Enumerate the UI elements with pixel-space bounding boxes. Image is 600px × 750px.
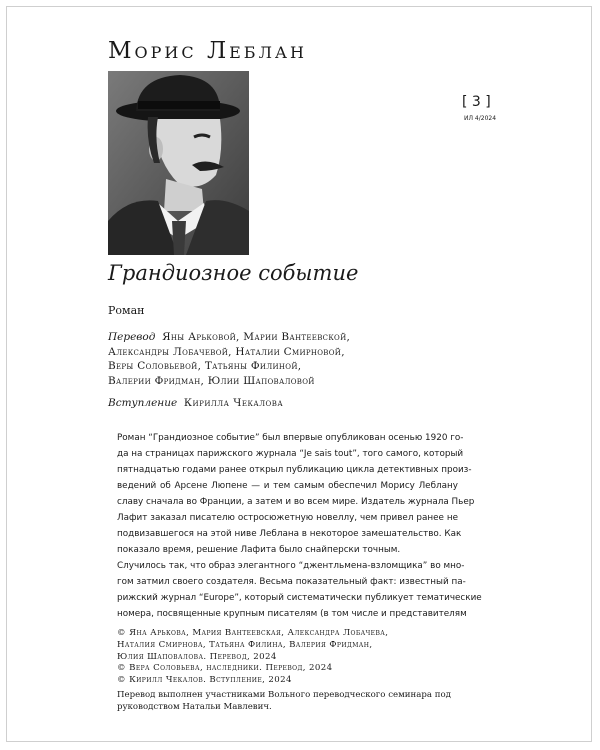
translators-names-1: Яны Арьковой, Марии Вантеевской, [162, 331, 351, 343]
text-line: показало время, решение Лафита было снайперски точным. [117, 545, 401, 555]
copyright-line: Наталия Смирнова, Татьяна Филина, Валерия Фридман, [117, 639, 373, 650]
introduction-role: Вступление [108, 397, 178, 409]
copyright-line: Юлия Шаповалова. Перевод, 2024 [117, 651, 277, 662]
text-line: Роман “Грандиозное событие” был впервые опубликован осенью 1920 го- [117, 433, 464, 443]
text-line: Лафит заказал писателю остросюжетную новеллу, чем привел ранее не [117, 513, 458, 523]
text-line: славу сначала во Франции, а затем и во всем мире. Издатель журнала Пьер [117, 497, 475, 507]
translators-role: Перевод [108, 331, 156, 343]
text-line: номера, посвященные крупным писателям (в том числе и представителям [117, 609, 467, 619]
author-portrait [108, 71, 249, 255]
note-line: руководством Натальи Мавлевич. [117, 701, 272, 712]
translators-names-2: Александры Лобачевой, Наталии Смирновой, [108, 345, 345, 358]
note-line: Перевод выполнен участниками Вольного переводческого семинара под [117, 690, 451, 700]
translators-line-1 [108, 330, 488, 345]
work-genre: Роман [108, 304, 145, 317]
text-line: ведений об Арсене Люпене — и тем самым обеспечил Морису Леблану [117, 481, 458, 491]
page-number: [ 3 ] [462, 94, 491, 110]
translation-note [117, 690, 467, 714]
copyright-line: © Кирилл Чекалов. Вступление, 2024 [117, 675, 292, 686]
text-line: Случилось так, что образ элегантного “джентльмена-взломщика” во мно- [117, 561, 465, 571]
translators-names-3: Веры Соловьевой, Татьяны Филиной, [108, 360, 302, 372]
introduction-author: Кирилла Чекалова [183, 397, 284, 409]
copyright-line: © Яна Арькова, Мария Вантеевская, Александра Лобачева, [117, 628, 389, 638]
copyright-line: © Вера Соловьева, наследники. Перевод, 2024 [117, 663, 333, 674]
text-line: рижский журнал “Europe”, который систематически публикует тематические [117, 593, 482, 603]
translators-credit [108, 330, 488, 388]
copyright-notices [117, 628, 467, 687]
paragraph-1 [117, 430, 475, 558]
journal-issue: ИЛ 4/2024 [464, 115, 497, 122]
introduction-text [117, 430, 482, 622]
translators-names-4: Валерии Фридман, Юлии Шаповаловой [108, 374, 315, 387]
text-line: гом затмил своего создателя. Весьма показательный факт: известный па- [117, 577, 466, 587]
text-line: подвизавшегося на этой ниве Леблана в некоторое замешательство. Как [117, 529, 462, 539]
text-line: да на страницах парижского журнала “Je sais tout”, того самого, который [117, 449, 464, 459]
text-line: пятнадцатью годами ранее открыл публикацию цикла детективных произ- [117, 465, 472, 475]
author-name: Морис Леблан [108, 38, 307, 64]
paragraph-2 [117, 558, 482, 622]
work-title: Грандиозное событие [108, 261, 359, 285]
introduction-credit [108, 397, 283, 409]
